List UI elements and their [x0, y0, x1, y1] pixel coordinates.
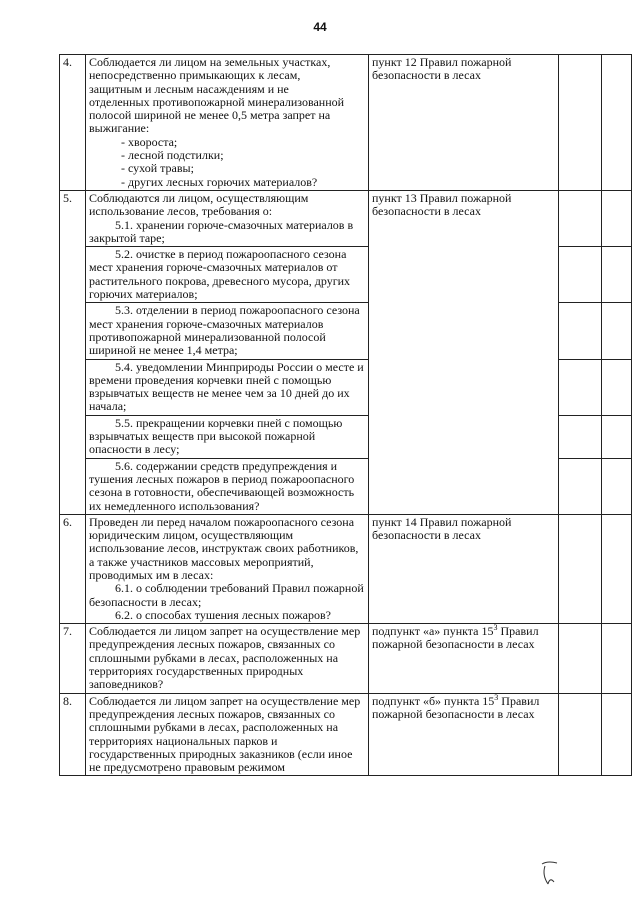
table-row-8	[60, 693, 632, 776]
reference-cell: пункт 13 Правил пожарной безопасности в лесах	[369, 190, 559, 514]
empty-cell	[602, 359, 632, 415]
question-text: Проведен ли перед началом пожароопасного сезона юридическим лицом, осуществляющим использование лесов, инструктаж своих работников, а также участников массовых мероприятий, проводимых им в лесах:	[89, 514, 359, 582]
list-item: - других лесных горючих материалов?	[121, 174, 318, 189]
empty-cell	[559, 55, 602, 191]
empty-cell	[559, 303, 602, 359]
empty-cell	[602, 190, 632, 246]
reference-cell: пункт 14 Правил пожарной безопасности в лесах	[369, 514, 559, 623]
list-item: - лесной подстилки;	[121, 148, 224, 163]
empty-cell	[559, 359, 602, 415]
pen-mark-icon	[539, 860, 561, 888]
row-number: 7.	[60, 624, 86, 693]
reference-cell: пункт 12 Правил пожарной безопасности в лесах	[369, 55, 559, 191]
reference-text: Правил пожарной безопасности в лесах	[372, 624, 539, 652]
empty-cell	[602, 55, 632, 191]
reference-text: подпункт «а» пункта 15	[372, 624, 494, 639]
empty-cell	[559, 247, 602, 303]
subitem-text: 5.1. хранении горюче-смазочных материалов в закрытой таре;	[89, 217, 354, 245]
subitem-cell: 5.6. содержании средств предупреждения и тушения лесных пожаров в период пожароопасного сезона в готовности, обеспечивающей возможность их немедленного использования?	[86, 458, 369, 514]
question-cell: Соблюдается ли лицом запрет на осуществление мер предупреждения лесных пожаров, связанных со сплошными рубками в лесах, расположенных на территориях национальных парков и государственных природных заказников (если иное не предусмотрено правовым режимом	[86, 693, 369, 776]
empty-cell	[559, 514, 602, 623]
question-cell: Соблюдается ли лицом запрет на осуществление мер предупреждения лесных пожаров, связанных со сплошными рубками в лесах, расположенных на территориях государственных природных заповедников?	[86, 624, 369, 693]
question-line: полосой шириной не менее 0,5 метра запрет на	[89, 108, 331, 123]
table-row-4	[60, 55, 632, 191]
question-line: отделенных противопожарной минерализованной	[89, 94, 345, 109]
empty-cell	[602, 415, 632, 458]
list-item: 6.2. о способах тушения лесных пожаров?	[115, 607, 331, 622]
question-line: Соблюдается ли лицом на земельных участках,	[89, 55, 331, 69]
page-number: 44	[313, 20, 327, 34]
empty-cell	[602, 624, 632, 693]
table-row-6	[60, 514, 632, 623]
empty-cell	[602, 458, 632, 514]
empty-cell	[602, 693, 632, 776]
row-number: 5.	[60, 190, 86, 514]
subitem-cell: 5.2. очистке в период пожароопасного сезона мест хранения горюче-смазочных материалов от растительного покрова, древесного мусора, других горючих материалов;	[86, 247, 369, 303]
question-line: выжигание:	[89, 121, 150, 136]
reference-cell	[369, 624, 559, 693]
empty-cell	[559, 693, 602, 776]
empty-cell	[602, 247, 632, 303]
subitem-cell: 5.5. прекращении корчевки пней с помощью взрывчатых веществ при высокой пожарной опасности в лесу;	[86, 415, 369, 458]
reference-superscript: 3	[493, 623, 498, 633]
question-cell	[86, 55, 369, 191]
checklist-table	[59, 54, 632, 776]
empty-cell	[602, 303, 632, 359]
list-item: - сухой травы;	[121, 161, 194, 176]
question-cell	[86, 514, 369, 623]
table-row-5	[60, 190, 632, 246]
reference-cell	[369, 693, 559, 776]
row-number: 4.	[60, 55, 86, 191]
empty-cell	[559, 458, 602, 514]
reference-text: Правил пожарной безопасности в лесах	[372, 693, 540, 721]
question-line: непосредственно примыкающих к лесам,	[89, 68, 301, 83]
list-item: - хвороста;	[121, 134, 178, 149]
empty-cell	[602, 514, 632, 623]
reference-superscript: 3	[494, 692, 499, 702]
empty-cell	[559, 415, 602, 458]
row-number: 6.	[60, 514, 86, 623]
reference-text: подпункт «б» пункта 15	[372, 693, 495, 708]
empty-cell	[559, 624, 602, 693]
list-item: 6.1. о соблюдении требований Правил пожарной безопасности в лесах;	[89, 581, 364, 609]
table-row-7	[60, 624, 632, 693]
question-cell	[86, 190, 369, 246]
question-text: Соблюдаются ли лицом, осуществляющим использование лесов, требования о:	[89, 190, 309, 219]
subitem-cell: 5.3. отделении в период пожароопасного сезона мест хранения горюче-смазочных материалов противопожарной минерализованной полосой шириной не менее 1,4 метра;	[86, 303, 369, 359]
question-line: защитным и лесным насаждениям и не	[89, 81, 289, 96]
empty-cell	[559, 190, 602, 246]
subitem-cell: 5.4. уведомлении Минприроды России о месте и времени проведения корчевки пней с помощью взрывчатых веществ не менее чем за 10 дней до их начала;	[86, 359, 369, 415]
row-number: 8.	[60, 693, 86, 776]
